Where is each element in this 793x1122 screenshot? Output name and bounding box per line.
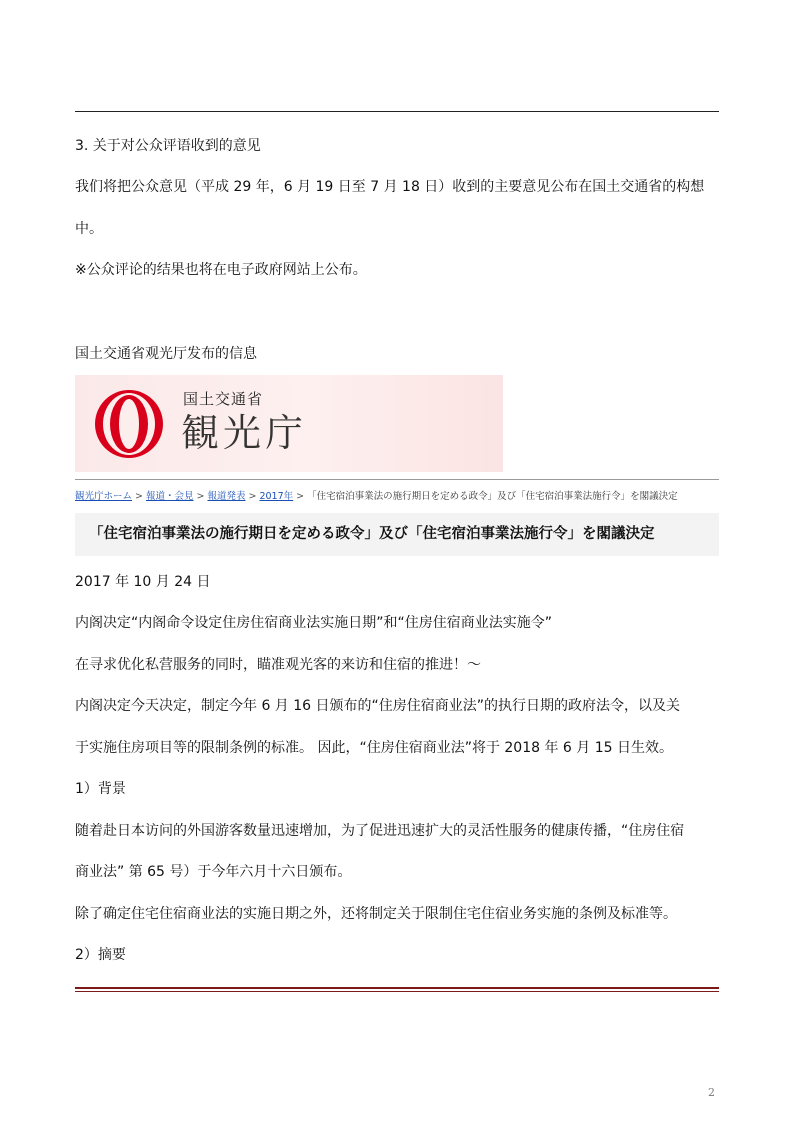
paragraph-line: 中。 [75, 221, 103, 237]
breadcrumb-current: 「住宅宿泊事業法の施行期日を定める政令」及び「住宅宿泊事業法施行令」を閣議決定 [307, 491, 678, 502]
agency-name: 観光庁 [181, 411, 308, 455]
article-paragraph: 商业法” 第 65 号）于今年六月十六日颁布。 [75, 864, 352, 880]
article-paragraph: 内阁决定今天决定，制定今年 6 月 16 日颁布的“住房住宿商业法”的执行日期的政府法令，以及关 [75, 698, 681, 714]
org-name: 国土交通省 [183, 390, 264, 408]
article-paragraph: 随着赴日本访问的外国游客数量迅速增加，为了促进迅速扩大的灵活性服务的健康传播，“住房住宿 [75, 823, 685, 839]
info-label: 国土交通省观光厅发布的信息 [75, 346, 257, 362]
press-headline: 「住宅宿泊事業法の施行期日を定める政令」及び「住宅宿泊事業法施行令」を閣議決定 [75, 513, 719, 556]
breadcrumb-link-year[interactable]: 2017年 [259, 491, 294, 502]
article-paragraph: 于实施住房项目等的限制条例的标准。 因此，“住房住宿商业法”将于 2018 年 6 月 15 日生效。 [75, 740, 674, 756]
paragraph-line: 我们将把公众意见（平成 29 年，6 月 19 日至 7 月 18 日）收到的主要意见公布在国土交通省的构想 [75, 179, 705, 195]
article-date: 2017 年 10 月 24 日 [75, 574, 211, 590]
agency-banner [75, 375, 503, 472]
breadcrumb-separator: > [135, 491, 143, 502]
section-heading: 3. 关于对公众评语收到的意见 [75, 138, 261, 154]
article-paragraph: 除了确定住宅住宿商业法的实施日期之外，还将制定关于限制住宅住宿业务实施的条例及标准等。 [75, 906, 677, 922]
subsection-heading: 2）摘要 [75, 947, 126, 963]
breadcrumb-separator: > [196, 491, 205, 502]
page-number: 2 [708, 1086, 715, 1099]
article-paragraph: 在寻求优化私营服务的同时，瞄准观光客的来访和住宿的推进！〜 [75, 657, 481, 673]
breadcrumb [75, 488, 678, 502]
footer-rule [75, 987, 719, 992]
header-rule [75, 111, 719, 112]
breadcrumb-separator: > [296, 491, 305, 502]
breadcrumb-divider [75, 479, 719, 480]
note-paragraph: ※公众评论的结果也将在电子政府网站上公布。 [75, 262, 367, 278]
breadcrumb-link-press[interactable]: 報道・会見 [145, 491, 194, 502]
breadcrumb-link-releases[interactable]: 報道発表 [207, 491, 246, 502]
breadcrumb-link-home[interactable]: 観光庁ホーム [75, 491, 133, 502]
subsection-heading: 1）背景 [75, 781, 126, 797]
agency-logo-icon [93, 388, 165, 460]
breadcrumb-separator: > [248, 491, 257, 502]
article-paragraph: 内阁决定“内阁命令设定住房住宿商业法实施日期”和“住房住宿商业法实施令” [75, 615, 553, 631]
